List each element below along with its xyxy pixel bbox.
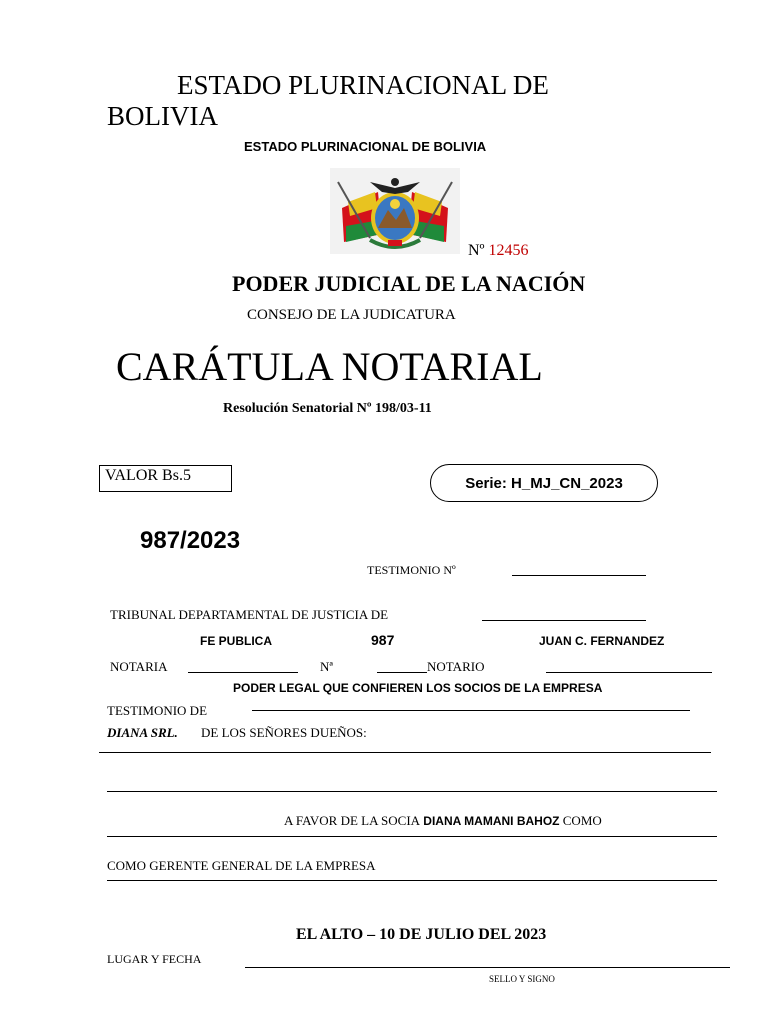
fe-publica-label: FE PUBLICA: [200, 634, 272, 648]
testimonio-no-label: TESTIMONIO Nº: [367, 563, 456, 577]
folio-number: 987/2023: [140, 527, 241, 554]
favor-suffix: COMO: [562, 813, 602, 828]
poder-text: PODER LEGAL QUE CONFIEREN LOS SOCIOS DE LA EMPRESA: [233, 681, 603, 695]
number-prefix: Nº: [468, 242, 485, 259]
valor-box: [99, 465, 232, 492]
fe-publica-number: 987: [371, 632, 395, 648]
lugar-fecha-line: [245, 967, 730, 968]
certificate-number: [468, 242, 529, 260]
header-title-line2: BOLIVIA: [107, 101, 218, 131]
sello-label: SELLO Y SIGNO: [489, 974, 555, 984]
no-line: [377, 672, 427, 673]
header-title-line1: ESTADO PLURINACIONAL DE: [177, 70, 549, 100]
institution-council: CONSEJO DE LA JUDICATURA: [247, 307, 456, 323]
serie-badge: [430, 464, 658, 502]
notario-name: JUAN C. FERNANDEZ: [539, 634, 665, 648]
lugar-fecha-label: LUGAR Y FECHA: [107, 952, 202, 966]
testimonio-no-line: [512, 575, 646, 576]
favor-line: [107, 836, 717, 837]
notario-line: [546, 672, 712, 673]
notario-label: NOTARIO: [427, 659, 485, 674]
bolivia-coat-of-arms-icon: [330, 168, 460, 254]
owners-text: DE LOS SEÑORES DUEÑOS:: [201, 725, 367, 740]
testimonio-de-label: TESTIMONIO DE: [107, 703, 208, 718]
resolution-text: Resolución Senatorial Nº 198/03-11: [223, 401, 432, 416]
testimonio-de-line: [252, 710, 690, 711]
tribunal-line: [482, 620, 646, 621]
gerente-text: COMO GERENTE GENERAL DE LA EMPRESA: [107, 858, 376, 873]
company-name: DIANA SRL.: [107, 725, 178, 740]
no-label: Nª: [320, 659, 333, 674]
number-value: 12456: [488, 242, 529, 259]
institution-name: PODER JUDICIAL DE LA NACIÓN: [232, 271, 586, 296]
blank-line-1: [107, 791, 717, 792]
favor-name: DIANA MAMANI BAHOZ: [423, 814, 560, 828]
serie-text: Serie: H_MJ_CN_2023: [465, 474, 623, 492]
notaria-label: NOTARIA: [110, 659, 168, 674]
owners-line: [99, 752, 711, 753]
favor-prefix: A FAVOR DE LA SOCIA: [284, 813, 421, 828]
place-date: EL ALTO – 10 DE JULIO DEL 2023: [296, 926, 547, 943]
header-subtitle: ESTADO PLURINACIONAL DE BOLIVIA: [244, 139, 487, 154]
valor-text: VALOR Bs.5: [105, 467, 191, 484]
favor-text: [284, 813, 602, 829]
notaria-line: [188, 672, 298, 673]
tribunal-label: TRIBUNAL DEPARTAMENTAL DE JUSTICIA DE: [110, 607, 389, 622]
gerente-line: [107, 880, 717, 881]
page-title: CARÁTULA NOTARIAL: [116, 344, 543, 389]
